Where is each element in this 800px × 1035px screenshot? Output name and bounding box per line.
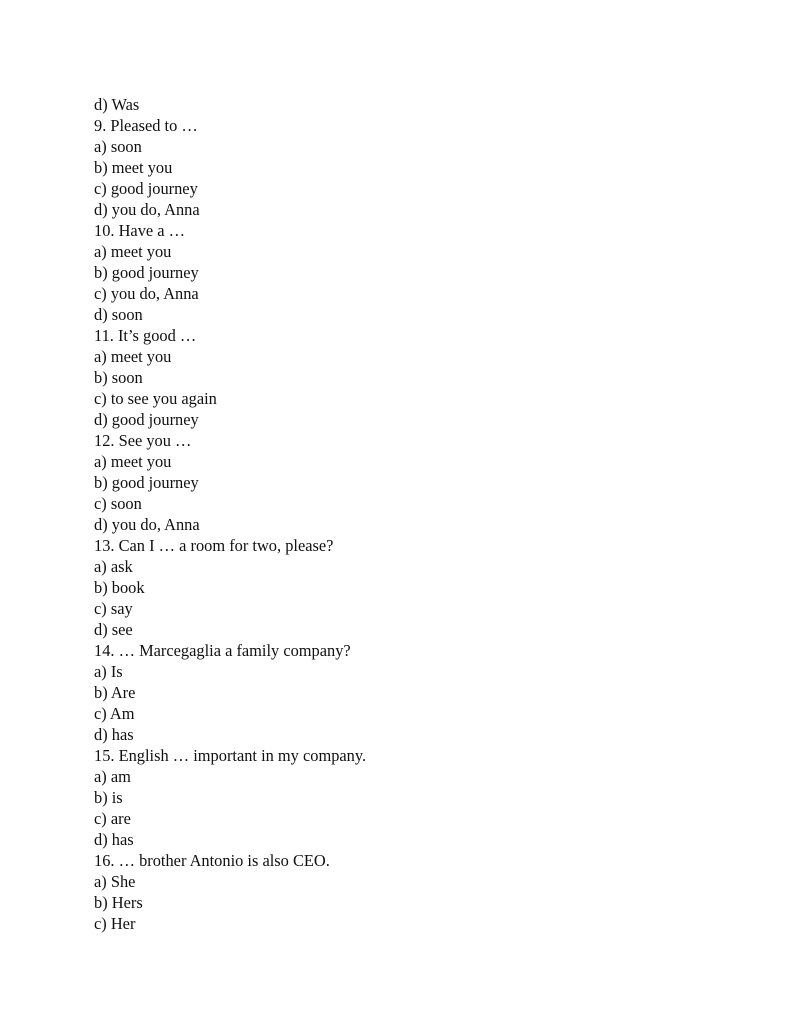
answer-option: d) good journey — [94, 410, 199, 429]
answer-option: c) say — [94, 599, 133, 618]
answer-option: d) has — [94, 830, 134, 849]
question: 15. English … important in my company. — [94, 746, 367, 765]
answer-option: c) you do, Anna — [94, 284, 199, 303]
answer-option: c) good journey — [94, 179, 198, 198]
answer-option: a) She — [94, 872, 136, 891]
answer-option: b) Hers — [94, 893, 143, 912]
answer-option: a) meet you — [94, 242, 172, 261]
answer-option: a) soon — [94, 137, 142, 156]
answer-option: c) Am — [94, 704, 135, 723]
answer-option: d) see — [94, 620, 133, 639]
answer-option: b) Are — [94, 683, 136, 702]
question: 11. It’s good … — [94, 326, 197, 345]
question: 13. Can I … a room for two, please? — [94, 536, 334, 555]
answer-option: d) you do, Anna — [94, 200, 200, 219]
answer-option: c) soon — [94, 494, 142, 513]
question: 10. Have a … — [94, 221, 186, 240]
answer-option: c) are — [94, 809, 131, 828]
answer-option: c) Her — [94, 914, 136, 933]
question: 9. Pleased to … — [94, 116, 198, 135]
answer-option: a) meet you — [94, 347, 172, 366]
answer-option: a) ask — [94, 557, 133, 576]
answer-option: b) is — [94, 788, 123, 807]
answer-option: a) Is — [94, 662, 123, 681]
answer-option: c) to see you again — [94, 389, 217, 408]
answer-option: d) has — [94, 725, 134, 744]
answer-option: b) soon — [94, 368, 143, 387]
answer-option: b) good journey — [94, 263, 199, 282]
answer-option: b) good journey — [94, 473, 199, 492]
answer-option: b) meet you — [94, 158, 173, 177]
answer-option: d) soon — [94, 305, 143, 324]
question: 12. See you … — [94, 431, 192, 450]
answer-option: a) am — [94, 767, 131, 786]
question: 16. … brother Antonio is also CEO. — [94, 851, 330, 870]
quiz-text — [94, 94, 714, 934]
answer-option: a) meet you — [94, 452, 172, 471]
question: 14. … Marcegaglia a family company? — [94, 641, 351, 660]
answer-option: d) you do, Anna — [94, 515, 200, 534]
answer-option: b) book — [94, 578, 145, 597]
answer-option: d) Was — [94, 95, 140, 114]
